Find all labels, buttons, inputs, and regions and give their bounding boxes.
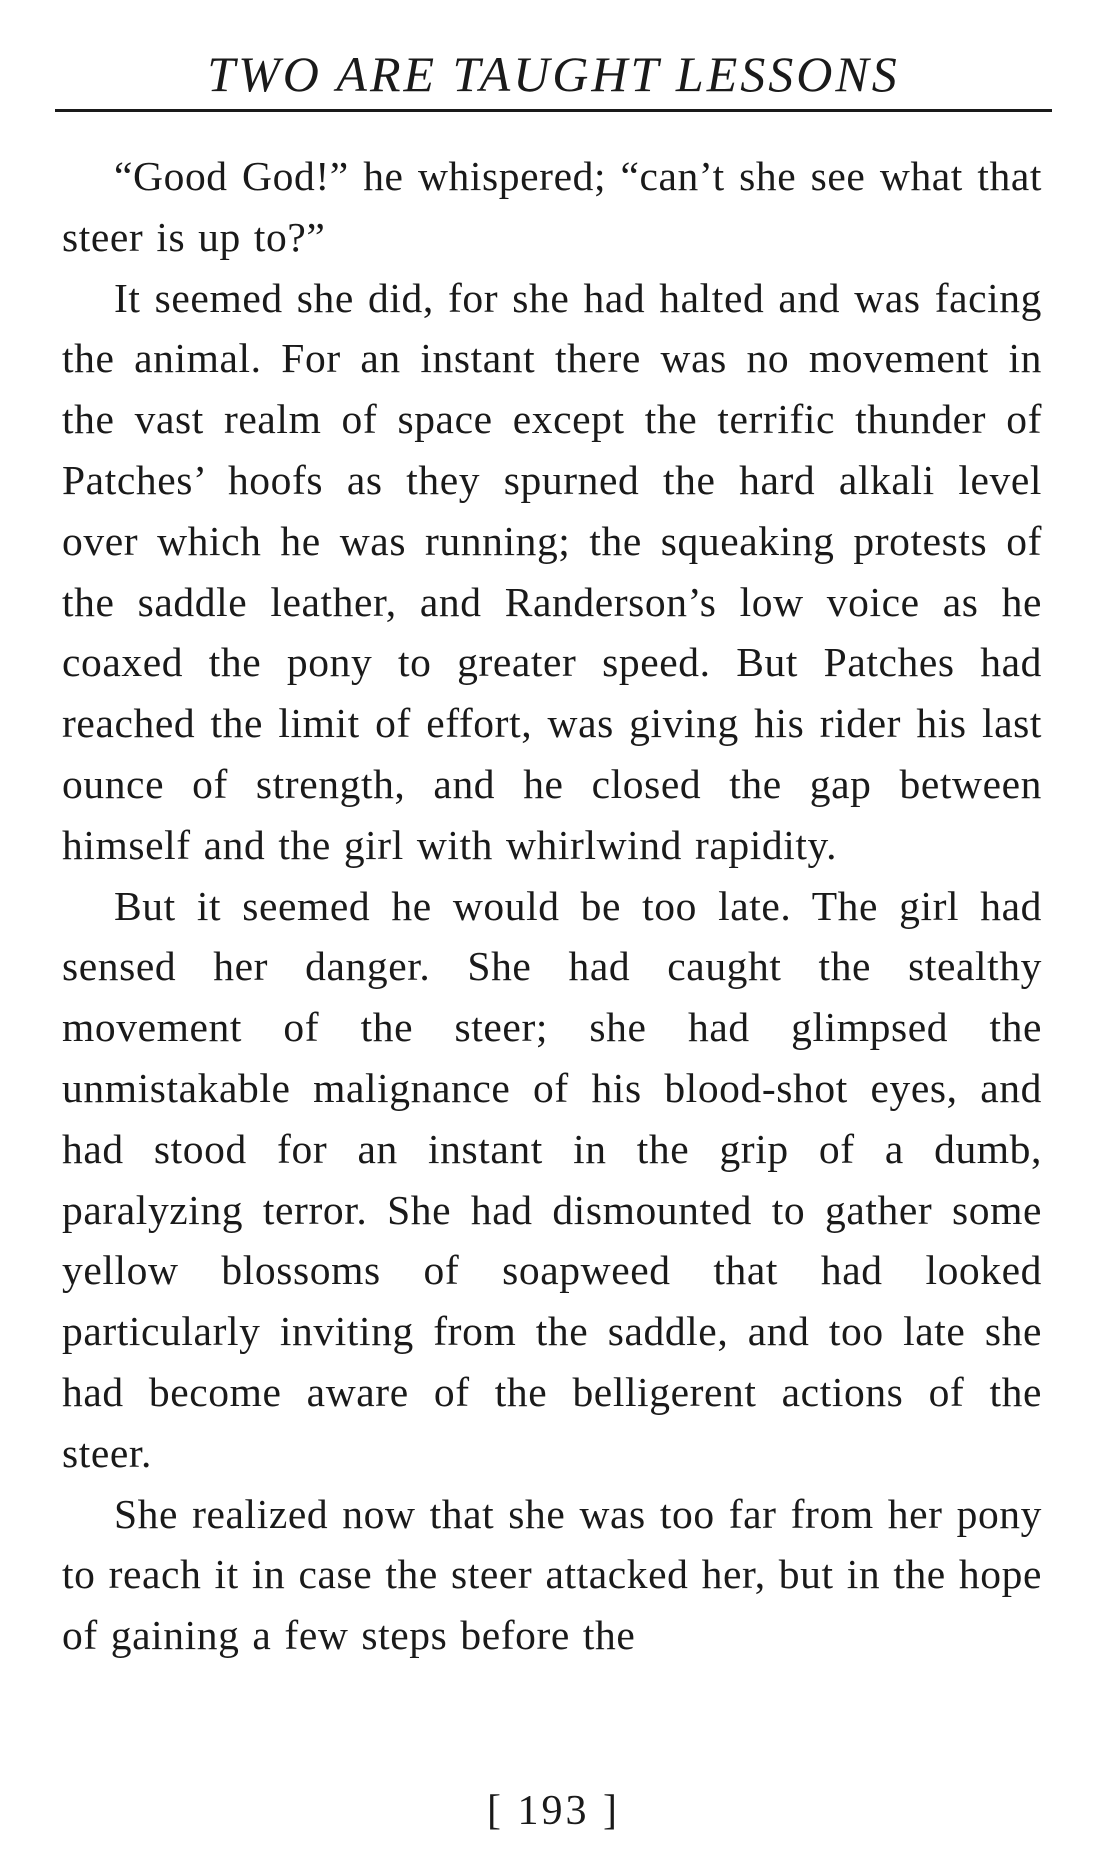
paragraph: But it seemed he would be too late. The girl had sensed her danger. She had caught the stealthy movement of the steer; she had glimpsed the unmistakable malignance of his blood-shot eyes, and had stood for an instant in the grip of a dumb, paralyzing terror. She had dismounted to gather some yellow blossoms of soapweed that had looked particularly inviting from the saddle, and too late she had become aware of the belligerent actions of the steer. (62, 882, 1042, 1476)
page-number: [ 193 ] (487, 1788, 620, 1834)
header-rule (55, 109, 1052, 112)
running-head: TWO ARE TAUGHT LESSONS (207, 46, 900, 102)
paragraph: It seemed she did, for she had halted and was facing the animal. For an instant there was no movement in the vast realm of space except the terrific thunder of Patches’ hoofs as they spurned the hard alkali level over which he was running; the squeaking protests of the saddle leather, and Randerson’s low voice as he coaxed the pony to greater speed. But Patches had reached the limit of effort, was giving his rider his last ounce of strength, and he closed the gap between himself and the girl with whirlwind rapidity. (62, 274, 1042, 868)
paragraph: “Good God!” he whispered; “can’t she see what that steer is up to?” (62, 153, 1042, 260)
paragraph: She realized now that she was too far from her pony to reach it in case the steer attacked her, but in the hope of gaining a few steps before the (62, 1490, 1042, 1659)
body-text (62, 146, 1042, 1666)
